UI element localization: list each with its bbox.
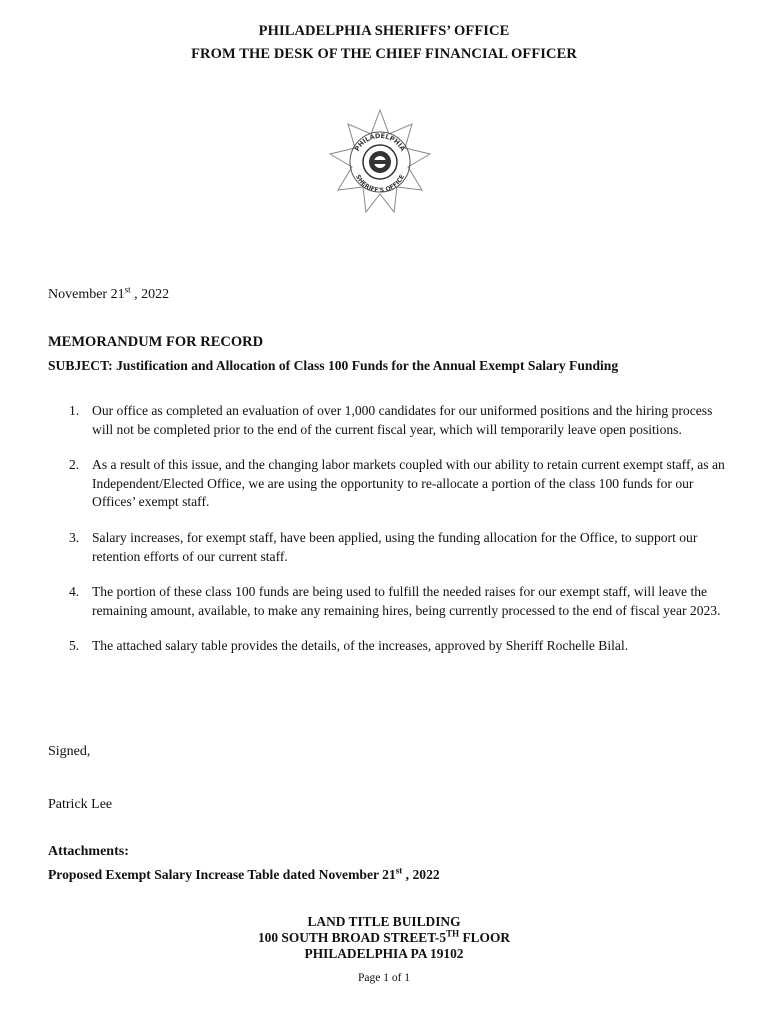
- memo-item: [48, 456, 728, 512]
- memo-items: [48, 402, 728, 673]
- memo-subject: SUBJECT: Justification and Allocation of Class 100 Funds for the Annual Exempt Salary Funding: [48, 358, 619, 373]
- page-number: Page 1 of 1: [357, 972, 411, 984]
- svg-text:SHERIFF'S OFFICE: [354, 174, 406, 194]
- signed-label: Signed,: [48, 744, 91, 759]
- address-street-sup: TH: [446, 928, 460, 939]
- office-header: PHILADELPHIA SHERIFFS’ OFFICE: [258, 23, 510, 39]
- item-text: Our office as completed an evaluation of over 1,000 candidates for our uniformed positions and the hiring process will not be completed prior to the end of the current fiscal year, which will temporarily leave open positions.: [92, 403, 713, 437]
- memo-item: [48, 529, 728, 566]
- memo-title: MEMORANDUM FOR RECORD: [48, 334, 264, 350]
- item-number: 1.: [69, 403, 80, 418]
- memo-item: [48, 583, 728, 620]
- attachment-date-suffix: st: [395, 865, 403, 876]
- memo-item: [48, 637, 728, 656]
- attachment-item: [48, 867, 440, 883]
- address-street: [0, 930, 768, 946]
- attachments-label: Attachments:: [48, 844, 129, 859]
- seal-text-bottom: SHERIFF'S OFFICE: [354, 173, 406, 195]
- desk-header: FROM THE DESK OF THE CHIEF FINANCIAL OFFICER: [191, 46, 577, 62]
- item-number: 2.: [69, 457, 80, 473]
- item-text: The attached salary table provides the details, of the increases, approved by Sheriff Rochelle Bilal.: [92, 638, 629, 654]
- item-number: 5.: [69, 638, 80, 654]
- item-number: 4.: [69, 584, 80, 600]
- signer-name: Patrick Lee: [48, 797, 113, 812]
- address-city: PHILADELPHIA PA 19102: [304, 946, 464, 961]
- attachment-year: , 2022: [402, 867, 440, 882]
- item-text: Salary increases, for exempt staff, have been applied, using the funding allocation for the Office, to support our retention efforts of our current staff.: [92, 529, 698, 564]
- memo-date: [48, 284, 170, 303]
- item-text: The portion of these class 100 funds are being used to fulfill the needed raises for our exempt staff, will leave the remaining amount, available, to make any remaining hires, being currently processed to the end of fiscal year 2023.: [92, 584, 721, 618]
- address-street-end: FLOOR: [459, 930, 511, 945]
- attachment-text: Proposed Exempt Salary Increase Table dated November 21: [48, 867, 396, 882]
- address-building: LAND TITLE BUILDING: [307, 914, 461, 929]
- memo-item: [48, 402, 728, 439]
- sheriff-star-badge-icon: [326, 108, 434, 220]
- item-number: 3.: [69, 529, 80, 545]
- date-suffix: st: [124, 284, 131, 295]
- svg-text:PHILADELPHIA: [353, 132, 407, 153]
- date-month-day: November 21: [48, 287, 125, 302]
- date-year: , 2022: [130, 287, 170, 302]
- address-street-main: 100 SOUTH BROAD STREET-5: [257, 930, 447, 945]
- item-text: As a result of this issue, and the changing labor markets coupled with our ability to retain current exempt staff, as an Independent/Elected Office, we are using the opportunity to re-allocate a portion of the class 100 funds for our Offices’ exempt staff.: [92, 457, 725, 510]
- seal-text-top: PHILADELPHIA: [353, 131, 407, 153]
